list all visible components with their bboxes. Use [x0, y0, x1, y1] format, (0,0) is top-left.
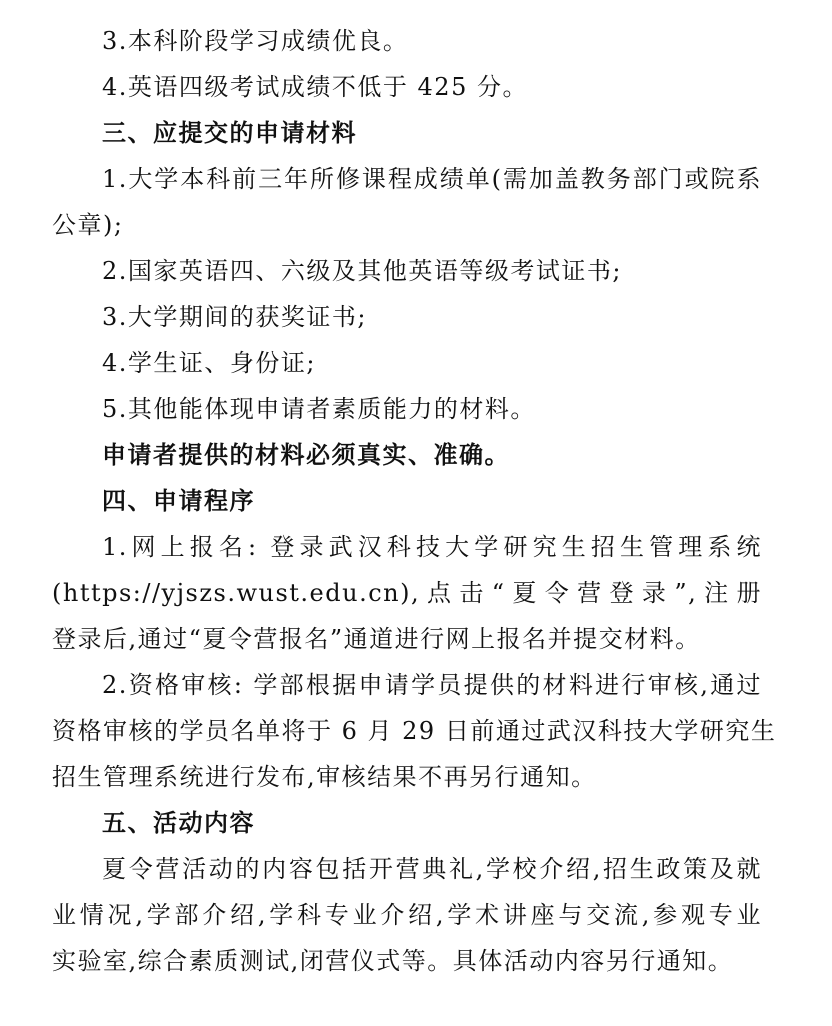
paragraph-line-16: 资格审核的学员名单将于 6 月 29 日前通过武汉科技大学研究生: [52, 717, 777, 745]
paragraph-line-7: 3.大学期间的获奖证书;: [102, 303, 367, 331]
paragraph-line-13: (https://yjszs.wust.edu.cn),点击“夏令营登录”,注册: [52, 579, 762, 607]
paragraph-line-2: 4.英语四级考试成绩不低于 425 分。: [102, 73, 528, 101]
section-heading-18: 五、活动内容: [102, 809, 255, 837]
paragraph-line-14: 登录后,通过“夏令营报名”通道进行网上报名并提交材料。: [52, 625, 701, 653]
paragraph-line-21: 实验室,综合素质测试,闭营仪式等。具体活动内容另行通知。: [52, 947, 734, 975]
section-heading-3: 三、应提交的申请材料: [102, 119, 357, 147]
paragraph-line-1: 3.本科阶段学习成绩优良。: [102, 27, 409, 55]
emphasis-line-10: 申请者提供的材料必须真实、准确。: [102, 441, 510, 469]
paragraph-line-4: 1.大学本科前三年所修课程成绩单(需加盖教务部门或院系: [102, 165, 762, 193]
paragraph-line-8: 4.学生证、身份证;: [102, 349, 316, 377]
section-heading-11: 四、申请程序: [102, 487, 255, 515]
paragraph-line-19: 夏令营活动的内容包括开营典礼,学校介绍,招生政策及就: [102, 855, 762, 883]
paragraph-line-5: 公章);: [52, 211, 124, 239]
paragraph-line-9: 5.其他能体现申请者素质能力的材料。: [102, 395, 536, 423]
paragraph-line-15: 2.资格审核: 学部根据申请学员提供的材料进行审核,通过: [102, 671, 762, 699]
paragraph-line-6: 2.国家英语四、六级及其他英语等级考试证书;: [102, 257, 622, 285]
paragraph-line-12: 1.网上报名: 登录武汉科技大学研究生招生管理系统: [102, 533, 762, 561]
paragraph-line-17: 招生管理系统进行发布,审核结果不再另行通知。: [52, 763, 597, 791]
paragraph-line-20: 业情况,学部介绍,学科专业介绍,学术讲座与交流,参观专业: [52, 901, 762, 929]
